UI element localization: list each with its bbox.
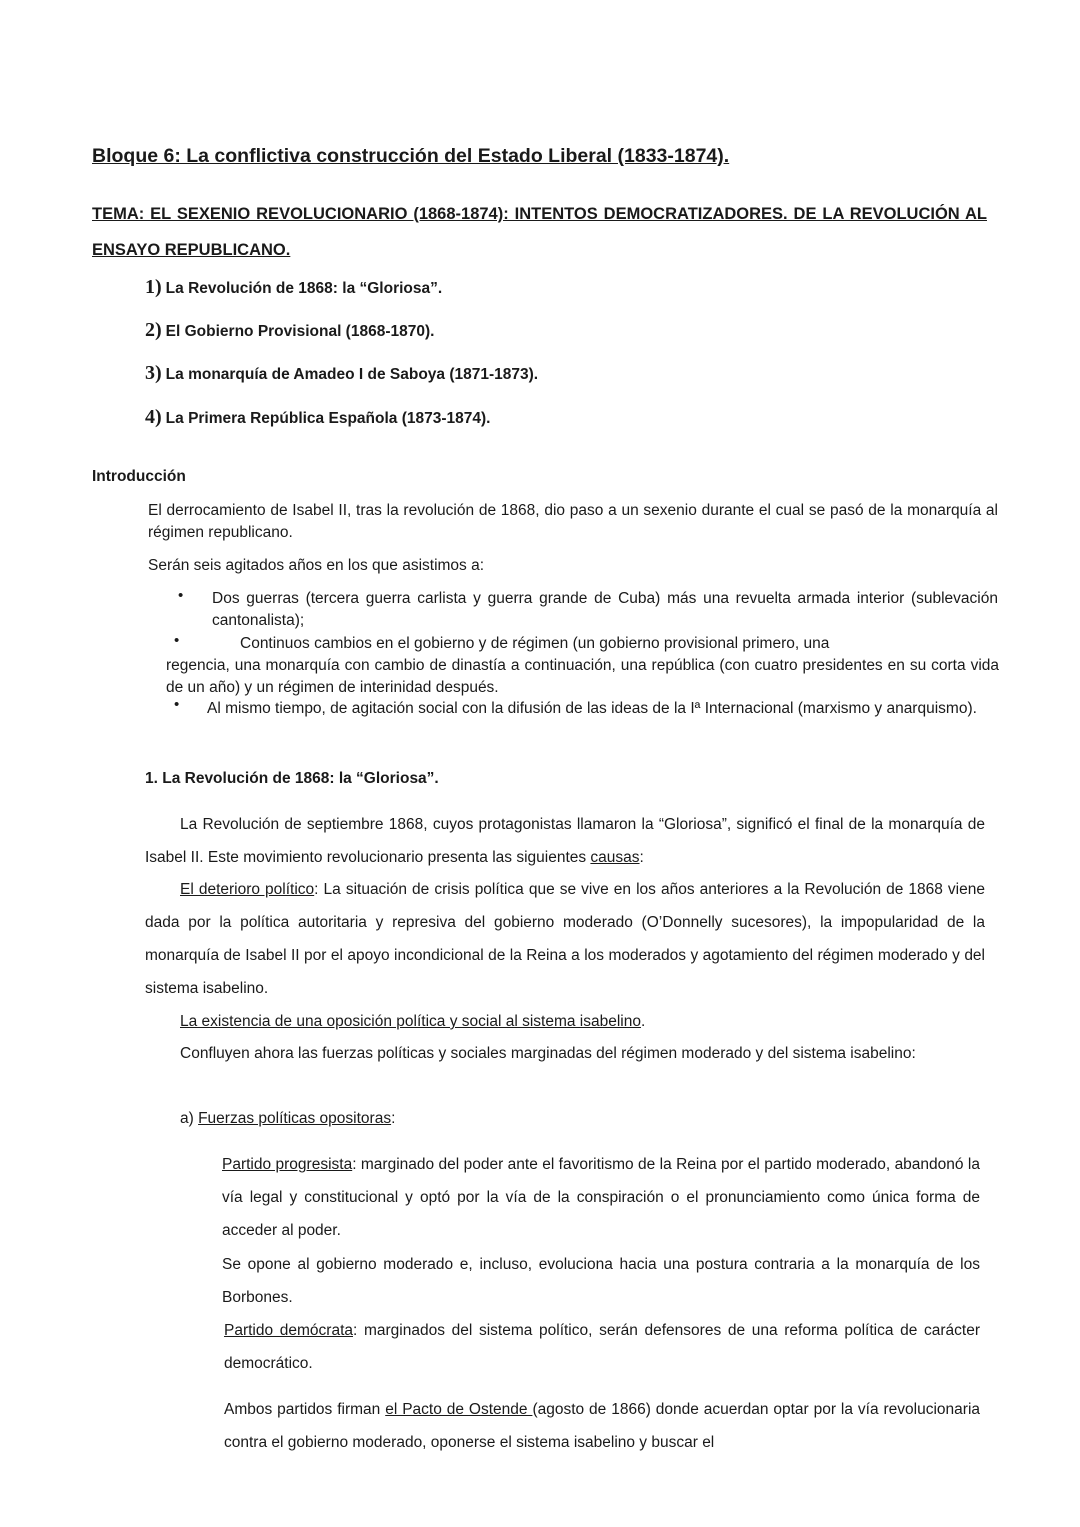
- section-1-paragraph-3: [180, 1005, 985, 1038]
- toc-number: 3): [145, 362, 162, 384]
- intro-paragraph: El derrocamiento de Isabel II, tras la revolución de 1868, dio paso a un sexenio durante el cual se pasó de la monarquía al régimen republicano.: [148, 502, 998, 541]
- partido-progresista-term: Partido progresista: [222, 1156, 353, 1173]
- bullet-item-3: Al mismo tiempo, de agitación social con la difusión de las ideas de la Iª Internacional (marxismo y anarquismo).: [207, 700, 977, 717]
- toc-text: La Revolución de 1868: la “Gloriosa”.: [165, 280, 443, 297]
- paragraph-text: Ambos partidos firman: [224, 1401, 386, 1418]
- deterioro-politico-term: El deterioro político: [180, 881, 315, 898]
- paragraph-text: .: [640, 1013, 646, 1030]
- toc-number: 2): [145, 319, 162, 341]
- section-1-paragraph-4: Confluyen ahora las fuerzas políticas y sociales marginadas del régimen moderado y del sistema isabelino:: [180, 1045, 916, 1062]
- bullet-icon: •: [174, 632, 180, 649]
- section-1-paragraph-2: [145, 873, 985, 1005]
- paragraph-text: : marginado del poder ante el favoritismo de la Reina por el partido moderado, abandonó la vía legal y constitucional y optó por la vía de la conspiración o el pronunciamiento como única forma de acceder al poder.: [222, 1156, 980, 1239]
- toc-text: El Gobierno Provisional (1868-1870).: [165, 323, 435, 340]
- toc-number: 1): [145, 276, 162, 298]
- bullet-icon: •: [178, 587, 184, 604]
- bullet-item-2-first-line: Continuos cambios en el gobierno y de régimen (un gobierno provisional primero, una: [240, 635, 830, 652]
- subsection-prefix: a): [180, 1110, 199, 1127]
- oposicion-term: La existencia de una oposición política y social al sistema isabelino: [180, 1013, 641, 1030]
- causas-term: causas: [590, 849, 640, 866]
- paragraph-text: La Revolución de septiembre 1868, cuyos protagonistas llamaron la “Gloriosa”, significó el final de la monarquía de Isabel II. Este movimiento revolucionario presenta las siguientes: [145, 816, 985, 866]
- pacto-ostende-term: el Pacto de Ostende: [385, 1401, 533, 1418]
- paragraph-text: :: [639, 849, 644, 866]
- fuerzas-politicas-term: Fuerzas políticas opositoras: [198, 1110, 392, 1127]
- bullet-item-2-rest: regencia, una monarquía con cambio de dinastía a continuación, una república (con cuatro presidentes en su corta vida de un año) y un régimen de interinidad después.: [166, 657, 999, 696]
- partido-democrata-paragraph: [224, 1314, 980, 1380]
- toc-number: 4): [145, 406, 162, 428]
- partido-progresista-paragraph-2: Se opone al gobierno moderado e, incluso, evoluciona hacia una postura contraria a la monarquía de los Borbones.: [222, 1256, 980, 1306]
- intro-paragraph-2: Serán seis agitados años en los que asistimos a:: [148, 557, 485, 574]
- paragraph-text: : marginados del sistema político, serán defensores de una reforma política de carácter democrático.: [224, 1322, 980, 1372]
- toc-item-3: [145, 362, 538, 385]
- partido-democrata-term: Partido demócrata: [224, 1322, 353, 1339]
- pacto-ostende-paragraph: [224, 1393, 980, 1459]
- partido-progresista-paragraph: [222, 1148, 980, 1247]
- paragraph-text: (agosto de 1866) donde acuerdan optar por la vía revolucionaria contra el gobierno moderado, oponerse el sistema isabelino y buscar el: [224, 1401, 981, 1451]
- toc-item-1: [145, 276, 442, 299]
- subsection-a: [180, 1102, 985, 1135]
- section-1-paragraph-1: [145, 808, 985, 874]
- tema-title: TEMA: EL SEXENIO REVOLUCIONARIO (1868-1874): INTENTOS DEMOCRATIZADORES. DE LA REVOLUCIÓN AL ENSAYO REPUBLICANO.: [92, 205, 987, 259]
- subsection-suffix: :: [391, 1110, 396, 1127]
- bullet-icon: •: [174, 696, 180, 713]
- bullet-item-1: Dos guerras (tercera guerra carlista y guerra grande de Cuba) más una revuelta armada interior (sublevación cantonalista);: [212, 590, 998, 629]
- bloque-title: Bloque 6: La conflictiva construcción del Estado Liberal (1833-1874).: [92, 145, 730, 167]
- paragraph-text: : La situación de crisis política que se vive en los años anteriores a la Revolución de 1868 viene dada por la política autoritaria y represiva del gobierno moderado (O’Donnelly sucesores), la impopularidad de la monarquía de Isabel II por el apoyo incondicional de la Reina a los moderados y agotamiento del régimen moderado y del sistema isabelino.: [145, 881, 985, 997]
- intro-heading: Introducción: [92, 468, 186, 485]
- toc-item-2: [145, 319, 434, 342]
- section-1-heading: 1. La Revolución de 1868: la “Gloriosa”.: [145, 770, 439, 787]
- toc-item-4: [145, 406, 490, 429]
- toc-text: La Primera República Española (1873-1874).: [165, 410, 491, 427]
- toc-text: La monarquía de Amadeo I de Saboya (1871-1873).: [165, 366, 539, 383]
